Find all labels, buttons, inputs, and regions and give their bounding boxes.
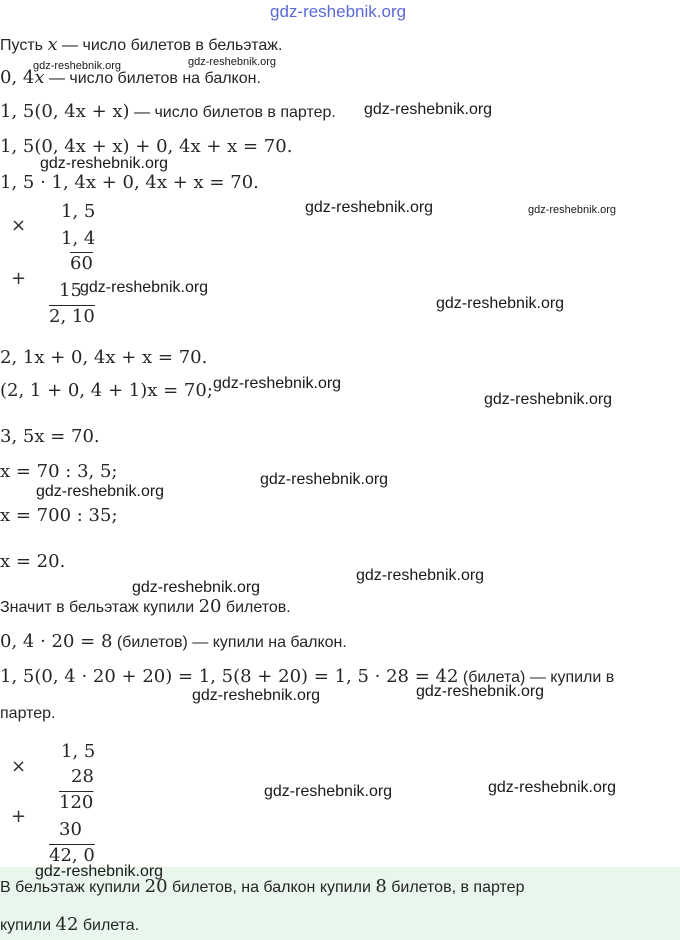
multiply-sign: ×	[11, 756, 27, 777]
watermark: gdz-reshebnik.org	[260, 471, 389, 488]
answer-text: билета.	[78, 917, 140, 934]
watermark: gdz-reshebnik.org	[40, 155, 169, 172]
answer-text: В бельэтаж купили	[0, 879, 145, 896]
answer-text: билетов, в партер	[386, 879, 525, 896]
multiply-sign: ×	[11, 215, 27, 236]
intro-text: Пусть	[0, 37, 48, 54]
calc1-factor-a: 1, 5	[61, 201, 96, 222]
equation-1: 1, 5(0, 4x + x) + 0, 4x + x = 70.	[0, 136, 293, 157]
calc1-partial-1: 60	[70, 253, 93, 274]
watermark: gdz-reshebnik.org	[33, 60, 122, 72]
parterre-calc: 1, 5(0, 4 · 20 + 20) = 1, 5(8 + 20) = 1, 5 · 28 = 42	[0, 666, 459, 687]
balcony-result-text: (билетов) — купили на балкон.	[112, 634, 347, 651]
answer-number: 8	[375, 876, 387, 897]
watermark: gdz-reshebnik.org	[192, 687, 321, 704]
watermark: gdz-reshebnik.org	[305, 199, 434, 216]
calc2-factor-b: 28	[71, 766, 94, 787]
watermark: gdz-reshebnik.org	[35, 863, 164, 880]
balcony-coef: 0, 4	[0, 67, 35, 88]
conclusion-text-end: билетов.	[221, 599, 291, 616]
parterre-word: партер.	[0, 705, 56, 722]
calc2-partial-1: 120	[59, 792, 94, 813]
intro-line	[0, 34, 282, 55]
watermark: gdz-reshebnik.org	[356, 567, 485, 584]
intro-text-end: — число билетов в бельэтаж.	[57, 37, 283, 54]
equation-8: x = 20.	[0, 551, 66, 572]
equation-2: 1, 5 · 1, 4x + 0, 4x + x = 70.	[0, 172, 259, 193]
watermark: gdz-reshebnik.org	[36, 483, 165, 500]
watermark: gdz-reshebnik.org	[132, 579, 261, 596]
watermark: gdz-reshebnik.org	[213, 375, 342, 392]
balcony-result-line	[0, 631, 347, 652]
var-x: x	[47, 34, 58, 55]
parterre-result-text: (билета) — купили в	[458, 669, 615, 686]
watermark: gdz-reshebnik.org	[488, 779, 617, 796]
parterre-line	[0, 101, 336, 122]
answer-text: купили	[0, 917, 56, 934]
answer-number: 20	[144, 876, 168, 897]
watermark: gdz-reshebnik.org	[484, 391, 613, 408]
answer-number: 42	[55, 914, 79, 935]
conclusion-text: Значит в бельэтаж купили	[0, 599, 199, 616]
equation-7: x = 700 : 35;	[0, 505, 118, 526]
calc2-result: 42, 0	[49, 845, 95, 866]
parterre-text: — число билетов в партер.	[129, 104, 336, 121]
calc1-factor-b: 1, 4	[61, 228, 96, 249]
balcony-text: — число билетов на балкон.	[44, 70, 261, 87]
watermark: gdz-reshebnik.org	[416, 683, 545, 700]
watermark: gdz-reshebnik.org	[80, 279, 209, 296]
watermark: gdz-reshebnik.org	[364, 101, 493, 118]
calc2-factor-a: 1, 5	[61, 741, 96, 762]
calc1-result: 2, 10	[49, 306, 95, 327]
balcony-calc: 0, 4 · 20 = 8	[0, 631, 113, 652]
equation-5: 3, 5x = 70.	[0, 426, 100, 447]
plus-sign: +	[11, 268, 27, 289]
parterre-expr: 1, 5(0, 4x + x)	[0, 101, 130, 122]
calc2-partial-2: 30	[59, 819, 82, 840]
watermark: gdz-reshebnik.org	[528, 204, 617, 216]
answer-line-2	[0, 914, 139, 935]
plus-sign: +	[11, 806, 27, 827]
conclusion-number: 20	[198, 596, 222, 617]
watermark: gdz-reshebnik.org	[264, 783, 393, 800]
answer-text: билетов, на балкон купили	[167, 879, 376, 896]
equation-4: (2, 1 + 0, 4 + 1)x = 70;	[0, 380, 213, 401]
equation-6: x = 70 : 3, 5;	[0, 461, 118, 482]
conclusion-line	[0, 596, 291, 617]
calc1-partial-2: 15	[59, 280, 82, 301]
var-x: x	[34, 67, 45, 88]
equation-3: 2, 1x + 0, 4x + x = 70.	[0, 347, 208, 368]
watermark: gdz-reshebnik.org	[188, 56, 277, 68]
watermark: gdz-reshebnik.org	[436, 295, 565, 312]
watermark-top: gdz-reshebnik.org	[270, 2, 407, 21]
